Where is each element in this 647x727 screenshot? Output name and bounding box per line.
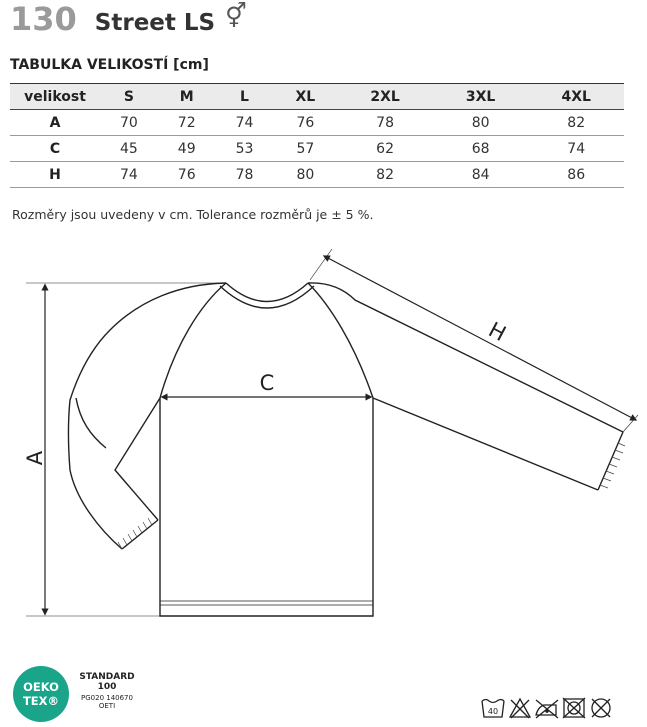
wash-temp-label: 40 bbox=[487, 707, 499, 716]
table-cell: 80 bbox=[273, 162, 337, 188]
oeko-institute: OETI bbox=[98, 702, 116, 710]
measure-label-a: A bbox=[23, 450, 47, 466]
oeko-logo-line1: OEKO bbox=[23, 680, 59, 694]
table-cell: 78 bbox=[216, 162, 274, 188]
column-header: S bbox=[100, 84, 158, 110]
row-label: H bbox=[10, 162, 100, 188]
table-cell: 78 bbox=[337, 110, 433, 136]
size-table-title: TABULKA VELIKOSTÍ [cm] bbox=[10, 57, 209, 73]
table-cell: 74 bbox=[528, 136, 624, 162]
column-header: XL bbox=[273, 84, 337, 110]
measure-lines bbox=[26, 249, 638, 616]
wash-40-icon bbox=[482, 700, 504, 718]
table-cell: 74 bbox=[216, 110, 274, 136]
table-cell: 82 bbox=[528, 110, 624, 136]
column-header: velikost bbox=[10, 84, 100, 110]
oeko-tex-certificate bbox=[78, 672, 136, 710]
table-cell: 84 bbox=[433, 162, 529, 188]
table-cell: 80 bbox=[433, 110, 529, 136]
product-header bbox=[10, 0, 247, 44]
oeko-standard-number: 100 bbox=[97, 682, 117, 692]
product-code: 130 bbox=[10, 0, 77, 38]
column-header: M bbox=[158, 84, 216, 110]
table-cell: 62 bbox=[337, 136, 433, 162]
oeko-tex-logo bbox=[13, 666, 69, 722]
tshirt-measurement-diagram bbox=[0, 240, 647, 625]
size-table-header-row bbox=[10, 84, 624, 110]
no-dry-clean-icon bbox=[592, 699, 610, 717]
table-cell: 49 bbox=[158, 136, 216, 162]
table-cell: 45 bbox=[100, 136, 158, 162]
table-cell: 53 bbox=[216, 136, 274, 162]
table-cell: 68 bbox=[433, 136, 529, 162]
no-bleach-icon bbox=[510, 699, 530, 718]
table-cell: 74 bbox=[100, 162, 158, 188]
row-label: A bbox=[10, 110, 100, 136]
tolerance-note: Rozměry jsou uvedeny v cm. Tolerance rozměrů je ± 5 %. bbox=[12, 207, 374, 222]
table-cell: 82 bbox=[337, 162, 433, 188]
table-row bbox=[10, 136, 624, 162]
oeko-standard: STANDARD bbox=[79, 672, 135, 682]
tshirt-outline bbox=[69, 283, 624, 616]
table-cell: 86 bbox=[528, 162, 624, 188]
column-header: 2XL bbox=[337, 84, 433, 110]
unisex-icon: ⚥ bbox=[225, 2, 247, 30]
column-header: 4XL bbox=[528, 84, 624, 110]
care-symbols bbox=[480, 695, 614, 721]
column-header: L bbox=[216, 84, 274, 110]
table-cell: 70 bbox=[100, 110, 158, 136]
oeko-logo-line2: TEX® bbox=[22, 694, 60, 708]
table-row bbox=[10, 162, 624, 188]
column-header: 3XL bbox=[433, 84, 529, 110]
measure-label-h: H bbox=[484, 317, 510, 347]
tumble-dry-forbidden-icon bbox=[563, 698, 585, 718]
iron-low-icon bbox=[536, 700, 558, 718]
size-table bbox=[10, 83, 624, 188]
table-cell: 57 bbox=[273, 136, 337, 162]
rib-texture bbox=[118, 443, 625, 549]
row-label: C bbox=[10, 136, 100, 162]
table-cell: 76 bbox=[158, 162, 216, 188]
measure-label-c: C bbox=[259, 371, 275, 395]
oeko-certificate-code: PG020 140670 bbox=[81, 694, 133, 702]
table-cell: 72 bbox=[158, 110, 216, 136]
table-row bbox=[10, 110, 624, 136]
table-cell: 76 bbox=[273, 110, 337, 136]
product-model: Street LS bbox=[94, 10, 216, 36]
